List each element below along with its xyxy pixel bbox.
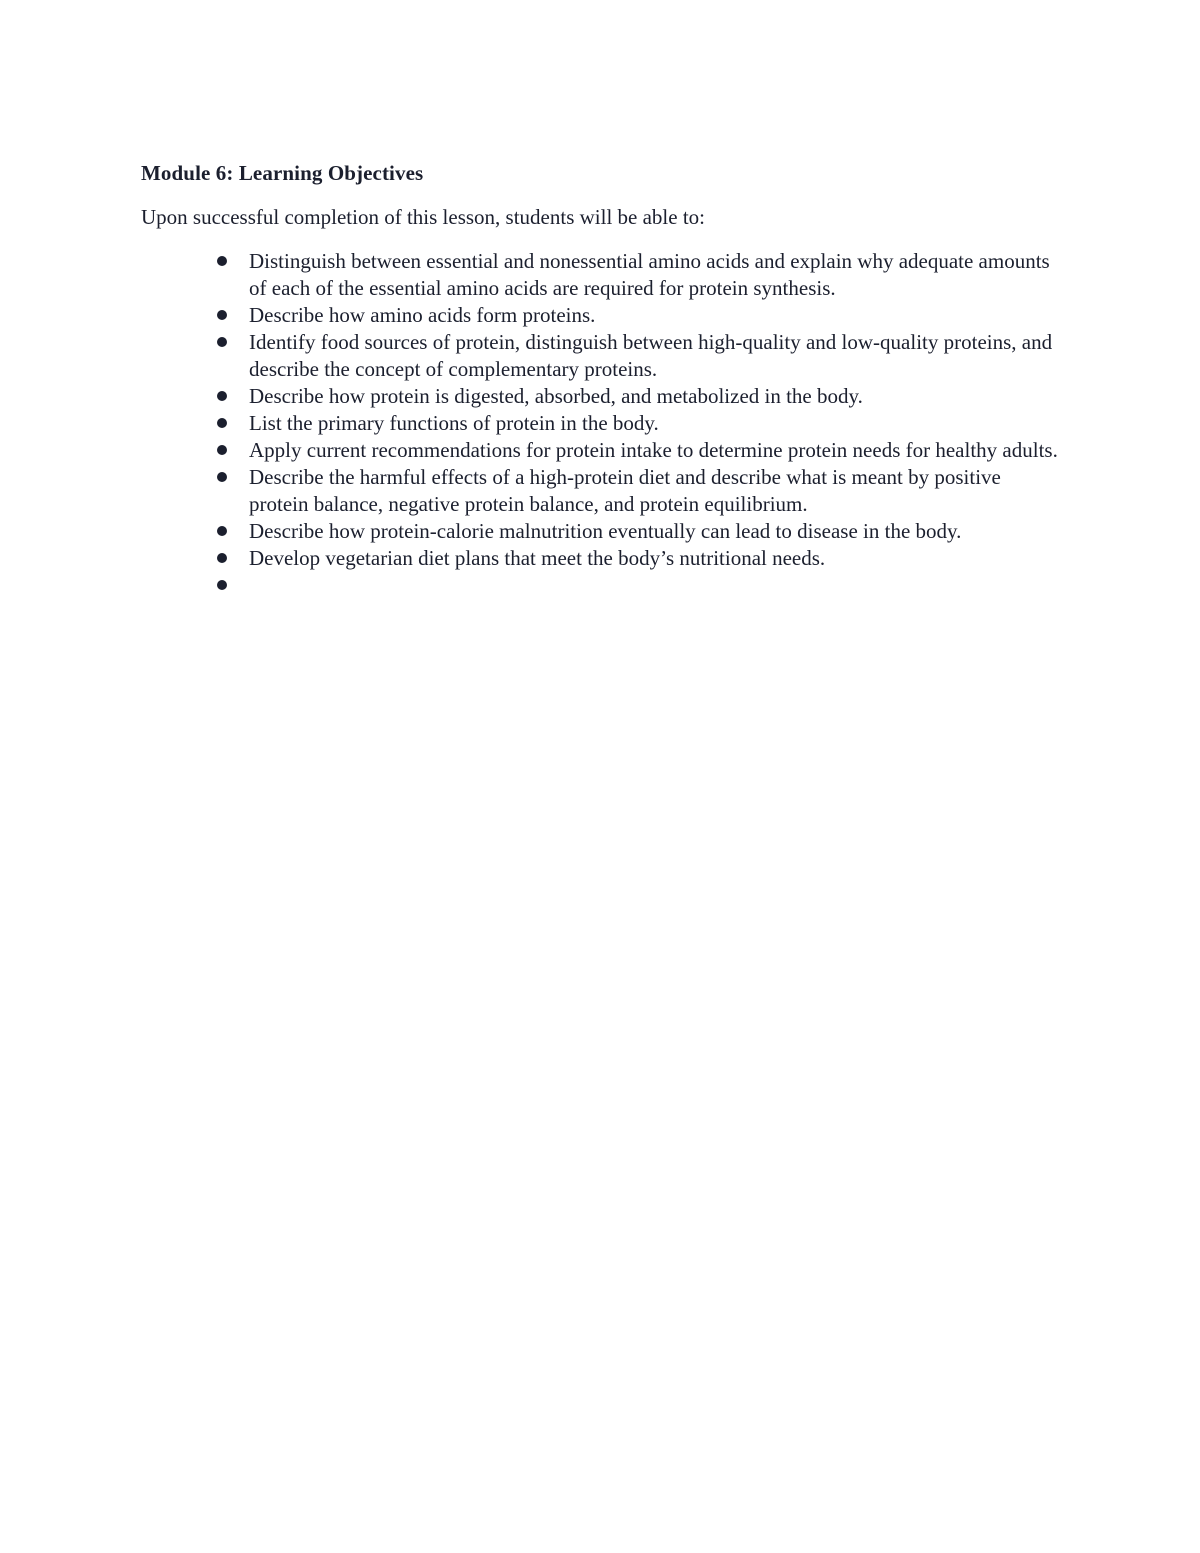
bullet-icon: [217, 418, 227, 428]
objective-text: Describe how protein-calorie malnutrition eventually can lead to disease in the body.: [249, 519, 962, 543]
list-item: [249, 518, 1061, 545]
objectives-list: [141, 248, 1061, 599]
bullet-icon: [217, 256, 227, 266]
objective-text: Identify food sources of protein, distinguish between high-quality and low-quality proteins, and describe the concept of complementary proteins.: [249, 330, 1053, 381]
document-title: Module 6: Learning Objectives: [141, 161, 424, 185]
bullet-icon: [217, 391, 227, 401]
objective-text: Develop vegetarian diet plans that meet the body’s nutritional needs.: [249, 546, 826, 570]
list-item: [249, 248, 1061, 302]
objective-text: Describe the harmful effects of a high-protein diet and describe what is meant by positive protein balance, negative protein balance, and protein equilibrium.: [249, 465, 1001, 516]
bullet-icon: [217, 445, 227, 455]
objective-text: Describe how amino acids form proteins.: [249, 303, 596, 327]
bullet-icon: [217, 526, 227, 536]
objective-text: List the primary functions of protein in the body.: [249, 411, 659, 435]
list-item: [249, 437, 1061, 464]
list-item: [249, 464, 1061, 518]
bullet-icon: [217, 580, 227, 590]
document-content: [141, 158, 1061, 599]
list-item: [249, 383, 1061, 410]
bullet-icon: [217, 337, 227, 347]
list-item: [249, 410, 1061, 437]
bullet-icon: [217, 553, 227, 563]
intro-paragraph: Upon successful completion of this lesson, students will be able to:: [141, 205, 706, 229]
bullet-icon: [217, 472, 227, 482]
objective-text: Apply current recommendations for protein intake to determine protein needs for healthy adults.: [249, 438, 1058, 462]
list-item: [249, 302, 1061, 329]
list-item: [249, 329, 1061, 383]
objective-text: Distinguish between essential and nonessential amino acids and explain why adequate amounts of each of the essential amino acids are required for protein synthesis.: [249, 249, 1050, 300]
list-item-empty: [249, 572, 1061, 599]
list-item: [249, 545, 1061, 572]
bullet-icon: [217, 310, 227, 320]
objective-text: Describe how protein is digested, absorbed, and metabolized in the body.: [249, 384, 863, 408]
